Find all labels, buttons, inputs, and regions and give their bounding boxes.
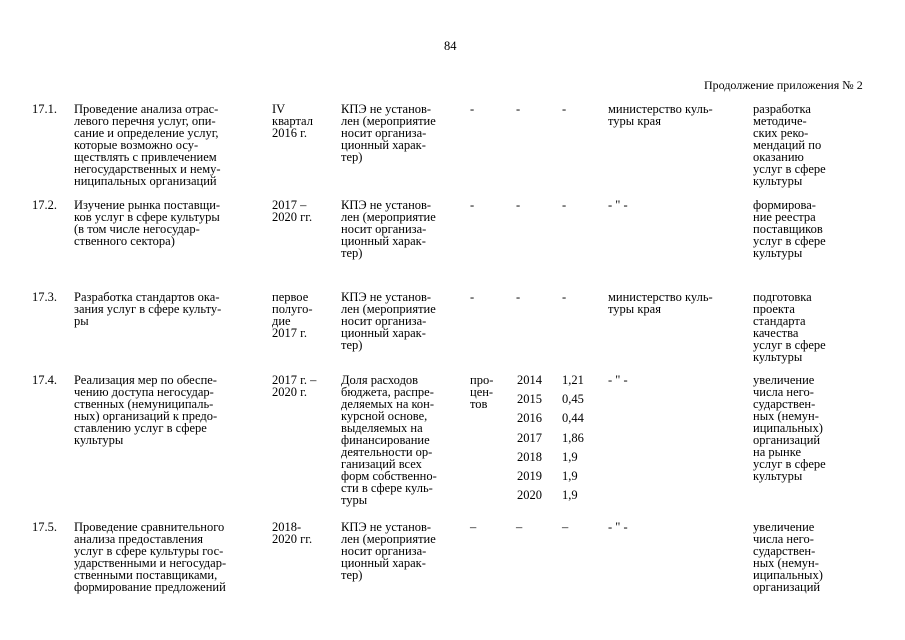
year-cell: - xyxy=(516,290,521,304)
responsible-executor: министерство куль- туры края xyxy=(608,102,713,128)
year-cell: - xyxy=(516,198,521,212)
expected-result: формирова- ние реестра поставщиков услуг в сфере культуры xyxy=(753,198,826,260)
activity-term: IV квартал 2016 г. xyxy=(272,102,313,140)
year-cell: 2016 xyxy=(517,411,542,425)
kpe-indicator: Доля расходов бюджета, распре- деляемых на кон- курсной основе, выделяемых на финансирование деятельности ор- ганизаций всех форм собственно- сти в сфере куль- туры xyxy=(341,373,437,507)
expected-result: подготовка проекта стандарта качества услуг в сфере культуры xyxy=(753,290,826,364)
value-cell: - xyxy=(562,290,567,304)
row-number: 17.5. xyxy=(32,520,57,534)
activity-term: 2018- 2020 гг. xyxy=(272,520,313,546)
year-cell: 2017 xyxy=(517,431,542,445)
year-cell: 2020 xyxy=(517,488,542,502)
value-cell: – xyxy=(562,520,569,534)
value-cell: 1,9 xyxy=(562,488,578,502)
activity-name: Разработка стандартов ока- зания услуг в сфере культу- ры xyxy=(74,290,222,328)
activity-name: Проведение анализа отрас- левого перечня услуг, опи- сание и определение услуг, которые возможно осу- ществлять с привлечением негосударственных и нему- ниципальных организаций xyxy=(74,102,221,188)
responsible-executor: - " - xyxy=(608,520,628,534)
expected-result: разработка методиче- ских реко- мендаций по оказанию услуг в сфере культуры xyxy=(753,102,826,188)
value-cell: 1,9 xyxy=(562,450,578,464)
value-cell: - xyxy=(562,198,567,212)
unit-cell: про- цен- тов xyxy=(470,373,494,411)
value-cell: 1,9 xyxy=(562,469,578,483)
year-cell: 2018 xyxy=(517,450,542,464)
continuation-label: Продолжение приложения № 2 xyxy=(704,78,863,92)
value-cell: 1,86 xyxy=(562,431,584,445)
expected-result: увеличение числа него- сударствен- ных (немун- иципальных) организаций на рынке услуг в сфере культуры xyxy=(753,373,826,483)
unit-cell: – xyxy=(470,520,477,534)
page-number: 84 xyxy=(444,39,457,53)
year-cell: 2015 xyxy=(517,392,542,406)
activity-term: 2017 г. – 2020 г. xyxy=(272,373,317,399)
value-cell: - xyxy=(562,102,567,116)
kpe-indicator: КПЭ не установ- лен (мероприятие носит организа- ционный харак- тер) xyxy=(341,290,436,352)
expected-result: увеличение числа него- сударствен- ных (немун- иципальных) организаций xyxy=(753,520,823,594)
activity-term: первое полуго- дие 2017 г. xyxy=(272,290,313,340)
value-cell: 0,45 xyxy=(562,392,584,406)
activity-name: Реализация мер по обеспе- чению доступа негосудар- ственных (немуниципаль- ных) организаций к предо- ставлению услуг в сфере культуры xyxy=(74,373,218,447)
year-cell: 2014 xyxy=(517,373,542,387)
activity-term: 2017 – 2020 гг. xyxy=(272,198,313,224)
value-cell: 0,44 xyxy=(562,411,584,425)
activity-name: Проведение сравнительного анализа предоставления услуг в сфере культуры гос- ударственными и негосудар- ственными поставщиками, формирование предложений xyxy=(74,520,227,594)
year-cell: - xyxy=(516,102,521,116)
kpe-indicator: КПЭ не установ- лен (мероприятие носит организа- ционный харак- тер) xyxy=(341,198,436,260)
unit-cell: - xyxy=(470,290,475,304)
unit-cell: - xyxy=(470,198,475,212)
value-cell: 1,21 xyxy=(562,373,584,387)
unit-cell: - xyxy=(470,102,475,116)
responsible-executor: министерство куль- туры края xyxy=(608,290,713,316)
row-number: 17.1. xyxy=(32,102,57,116)
row-number: 17.4. xyxy=(32,373,57,387)
responsible-executor: - " - xyxy=(608,198,628,212)
row-number: 17.2. xyxy=(32,198,57,212)
kpe-indicator: КПЭ не установ- лен (мероприятие носит организа- ционный харак- тер) xyxy=(341,102,436,164)
year-cell: 2019 xyxy=(517,469,542,483)
row-number: 17.3. xyxy=(32,290,57,304)
kpe-indicator: КПЭ не установ- лен (мероприятие носит организа- ционный харак- тер) xyxy=(341,520,436,582)
activity-name: Изучение рынка поставщи- ков услуг в сфере культуры (в том числе негосудар- ственного сектора) xyxy=(74,198,221,248)
responsible-executor: - " - xyxy=(608,373,628,387)
year-cell: – xyxy=(516,520,523,534)
